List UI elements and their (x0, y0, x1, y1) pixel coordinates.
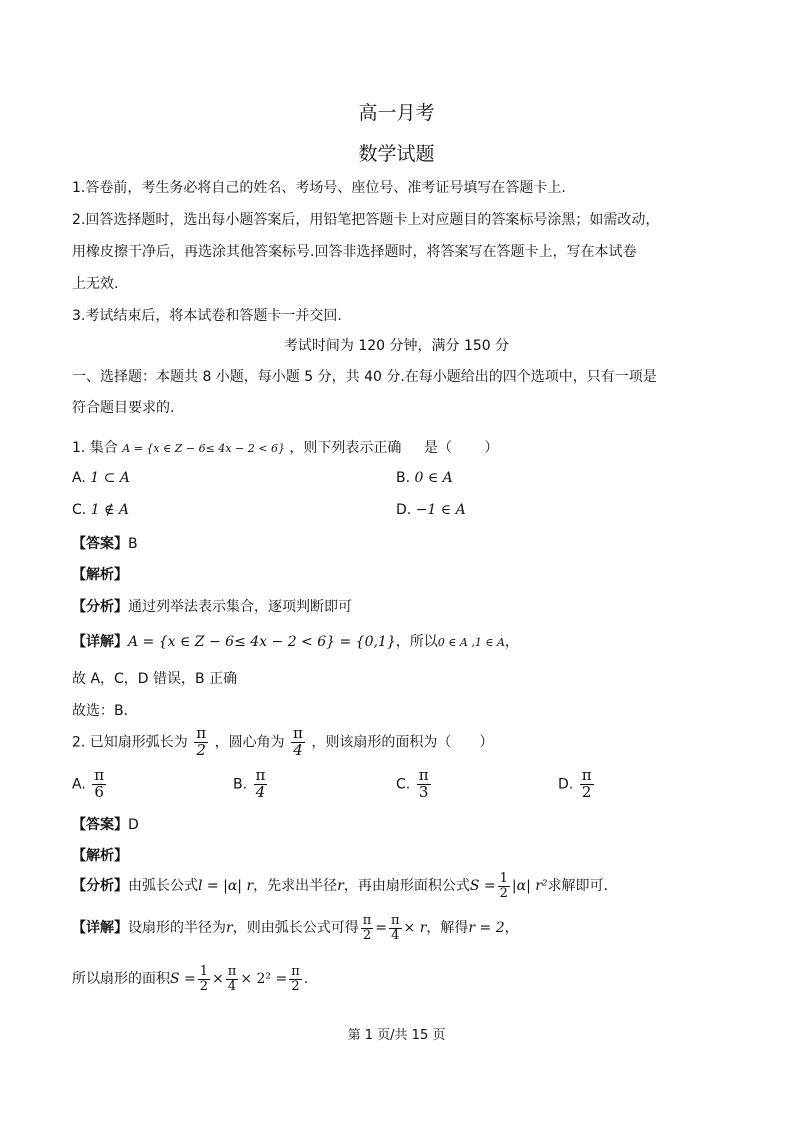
q1-option-c-expr: 1 ∉ A (90, 502, 129, 518)
instruction-2-line-3: 上无效. (72, 276, 119, 292)
q2-xj-a: 设扇形的半径为 (128, 920, 226, 937)
q1-option-d (396, 502, 466, 518)
q2-option-d (558, 768, 596, 801)
q2-fenxi-tag: 【分析】 (72, 878, 128, 895)
q2-option-b-num: π (255, 766, 266, 784)
q2-arc-fraction (194, 726, 208, 759)
q2-option-a-fraction (92, 768, 106, 801)
exam-title: 高一月考 (358, 102, 435, 124)
question-1-suffix: ，则下列表示正确 (289, 440, 402, 456)
q2-option-c (396, 768, 433, 801)
q2-angle-fraction (291, 726, 305, 759)
q2-analysis-tag: 【解析】 (72, 848, 128, 864)
exam-subtitle: 数学试题 (358, 143, 435, 165)
question-1-prefix: 1. 集合 (72, 440, 118, 456)
q2-fenxi-a: 由弧长公式 (128, 878, 198, 895)
q2-option-d-num: π (581, 766, 592, 784)
q2-area-s: S = (170, 971, 196, 988)
q2-option-c-num: π (418, 766, 429, 784)
q2-area-f1-den: 2 (199, 978, 209, 994)
page-footer: 第 1 页/共 15 页 (347, 1028, 446, 1043)
q1-answer (72, 533, 138, 553)
q1-answer-tag: 【答案】 (72, 536, 128, 552)
q2-xj-result: r = 2 (468, 920, 505, 937)
q2-arc-den: 2 (196, 740, 206, 759)
q2-xj-left-den: 2 (362, 927, 372, 943)
q1-option-a-label: A. (72, 470, 86, 486)
q2-area-fraction-3 (289, 965, 302, 993)
q2-fenxi-s: S = (469, 878, 496, 895)
q2-option-c-den: 3 (418, 782, 429, 801)
q2-fenxi-half-num: 1 (499, 871, 508, 886)
q2-option-a (72, 768, 108, 801)
q1-option-a-expr: 1 ⊂ A (90, 470, 130, 486)
q2-area-f3-den: 2 (291, 978, 300, 994)
q2-fenxi-r: r (337, 878, 344, 895)
q1-answer-value: B (128, 536, 138, 552)
q2-answer (72, 814, 139, 834)
section-heading-line-1: 一、选择题：本题共 8 小题，每小题 5 分，共 40 分.在每小题给出的四个选项中，只有一项是 (72, 369, 657, 385)
q2-answer-value: D (128, 817, 139, 833)
q2-fenxi-b: ，先求出半径 (253, 878, 338, 895)
q1-conclusion: 故 A，C，D 错误，B 正确 (72, 671, 238, 687)
q2-area-fraction-1 (198, 965, 210, 993)
q1-option-d-expr: −1 ∈ A (415, 502, 466, 518)
q2-fenxi (72, 872, 608, 900)
q1-xiangjie-tag: 【详解】 (72, 634, 128, 650)
q1-xiangjie (72, 631, 519, 651)
q2-option-b-fraction (254, 768, 268, 801)
q2-option-d-label: D. (558, 776, 574, 793)
q1-xiangjie-mid: ，所以 (395, 634, 438, 650)
q2-xiangjie-tag: 【详解】 (72, 920, 128, 937)
q1-option-b-expr: 0 ∈ A (414, 470, 453, 486)
q2-xiangjie (72, 914, 519, 942)
q2-xj-right-fraction (389, 914, 402, 942)
q2-answer-tag: 【答案】 (72, 817, 128, 833)
instruction-2-line-1: 2.回答选择题时，选出每小题答案后，用铅笔把答题卡上对应题目的答案标号涂黑；如需改动， (72, 212, 660, 228)
q2-option-a-den: 6 (94, 782, 104, 801)
q1-option-d-label: D. (396, 502, 412, 518)
q2-option-b (233, 768, 269, 801)
q1-option-b-label: B. (396, 470, 411, 486)
q2-area-f2-num: π (227, 964, 237, 979)
instruction-1: 1.答卷前，考生务必将自己的姓名、考场号、座位号、准考证号填写在答题卡上. (72, 180, 566, 196)
q2-fenxi-d: 求解即可. (547, 878, 609, 895)
question-2-stem (72, 726, 493, 759)
q2-xj-left-fraction (361, 914, 374, 942)
q2-area-fraction-2 (226, 965, 239, 993)
instruction-3: 3.考试结束后，将本试卷和答题卡一并交回. (72, 308, 342, 324)
q2-area-f3-num: π (291, 964, 300, 979)
question-2-mid: ，圆心角为 (214, 734, 285, 751)
q2-option-a-label: A. (72, 776, 86, 793)
q1-xiangjie-end: ， (504, 634, 519, 650)
q1-choose: 故选：B. (72, 703, 129, 719)
q1-option-c-label: C. (72, 502, 87, 518)
q2-area-pre: 所以扇形的面积 (72, 971, 170, 988)
q1-option-a (72, 470, 130, 486)
question-2-prefix: 2. 已知扇形弧长为 (72, 734, 188, 751)
q2-area (72, 965, 308, 993)
q2-area-end: . (303, 971, 309, 988)
q2-fenxi-half (498, 872, 510, 900)
q2-area-f1-num: 1 (199, 964, 209, 979)
q2-fenxi-formula-1: l = |α| r (198, 878, 254, 895)
q2-xj-c: ，解得 (426, 920, 469, 937)
q2-option-d-den: 2 (581, 782, 592, 801)
q1-fenxi-text: 通过列举法表示集合，逐项判断即可 (128, 599, 352, 615)
q2-area-f2-den: 4 (227, 978, 237, 994)
q1-analysis-tag: 【解析】 (72, 567, 128, 583)
q2-area-times-2: × 2² = (240, 971, 288, 988)
exam-time-info: 考试时间为 120 分钟，满分 150 分 (283, 338, 510, 354)
q2-angle-num: π (293, 724, 303, 742)
question-2-suffix: ，则该扇形的面积为（ (311, 734, 452, 751)
q2-fenxi-formula-2: |α| r² (511, 878, 548, 895)
q1-fenxi-tag: 【分析】 (72, 599, 128, 615)
q2-option-c-fraction (417, 768, 431, 801)
q2-area-times-1: × (212, 971, 224, 988)
question-2-bracket-close: ） (479, 734, 494, 751)
q2-xj-d: ， (504, 920, 519, 937)
q2-option-b-den: 4 (255, 782, 266, 801)
section-heading-line-2: 符合题目要求的. (72, 400, 175, 416)
q1-xiangjie-expr: A = {x ∈ Z − 6≤ 4x − 2 < 6} = {0,1} (128, 634, 396, 650)
q1-option-b (396, 470, 453, 486)
q2-option-a-num: π (94, 766, 105, 784)
q2-fenxi-half-den: 2 (499, 885, 508, 901)
q2-fenxi-c: ，再由扇形面积公式 (343, 878, 470, 895)
q2-xj-times-r: × r (403, 920, 427, 937)
q2-arc-num: π (196, 724, 207, 742)
q1-option-c (72, 502, 129, 518)
q2-angle-den: 4 (293, 740, 303, 759)
q2-xj-eq: = (375, 920, 387, 937)
q2-xj-left-num: π (362, 913, 372, 928)
q2-xj-r: r (226, 920, 233, 937)
q2-xj-right-den: 4 (391, 927, 400, 943)
q2-option-b-label: B. (233, 776, 248, 793)
question-1-stem (72, 437, 498, 457)
question-1-suffix-2: 是（ (423, 440, 452, 456)
question-1-set: A = {x ∈ Z − 6≤ 4x − 2 < 6} (122, 442, 285, 455)
q2-xj-b: ，则由弧长公式可得 (232, 920, 359, 937)
q2-xj-right-num: π (390, 913, 400, 928)
q2-option-d-fraction (580, 768, 594, 801)
q1-xiangjie-expr2: 0 ∈ A ,1 ∈ A (437, 636, 505, 649)
q2-option-c-label: C. (396, 776, 411, 793)
question-1-bracket-close: ） (484, 440, 499, 456)
instruction-2-line-2: 用橡皮擦干净后，再选涂其他答案标号.回答非选择题时，将答案写在答题卡上，写在本试卷 (72, 244, 637, 260)
q1-fenxi (72, 596, 352, 616)
